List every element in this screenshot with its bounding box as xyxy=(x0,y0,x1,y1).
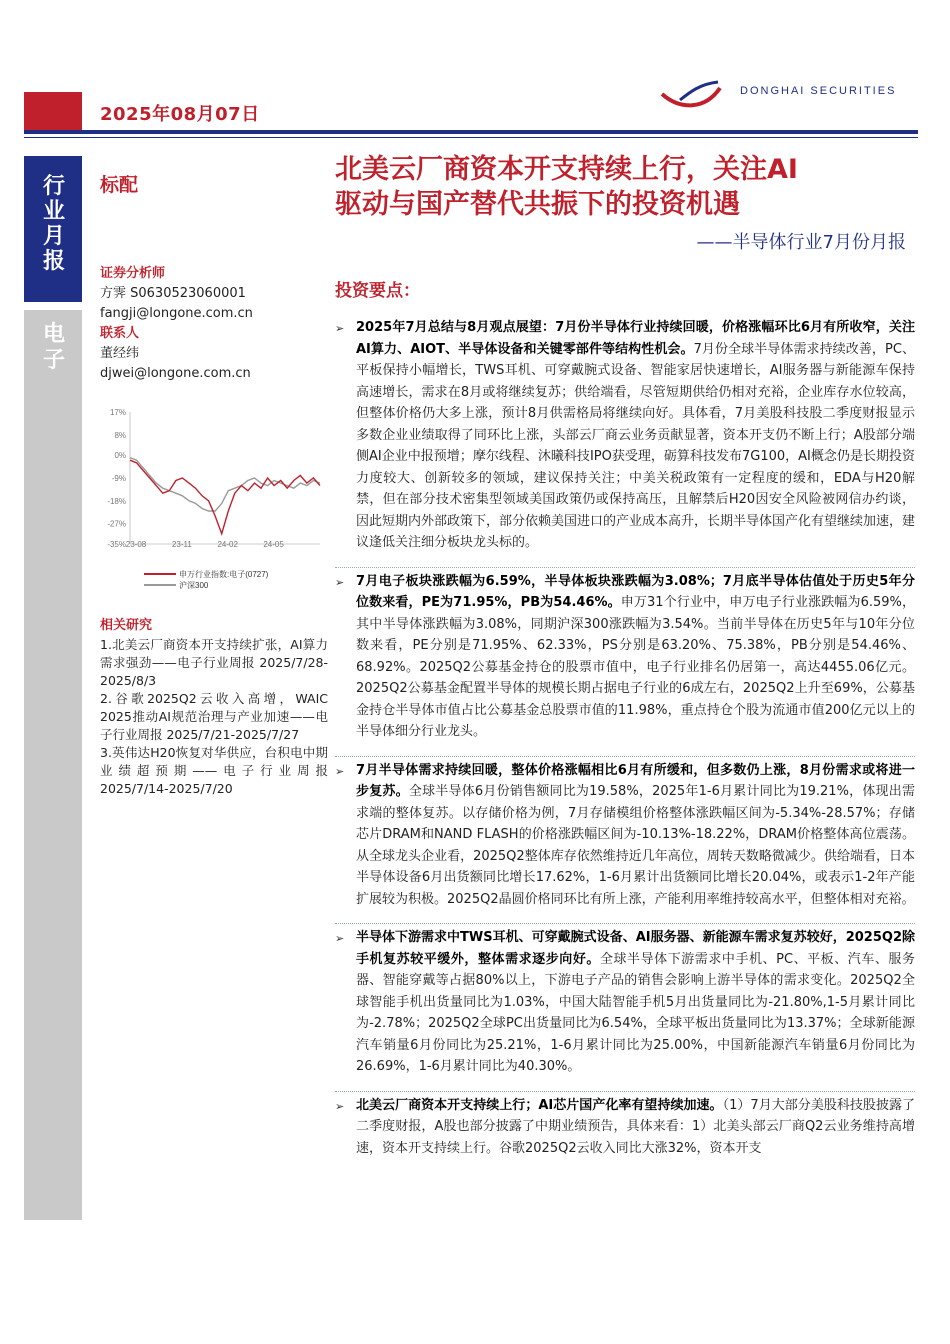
related-item[interactable]: 3.英伟达H20恢复对华供应，台积电中期业绩超预期——电子行业周报 2025/7/14-2025/7/20 xyxy=(100,745,328,796)
key-point-body: 全球半导体下游需求中手机、PC、平板、汽车、服务器、智能穿戴等占据80%以上，下游电子产品的销售会影响上游半导体的需求变化。2025Q2全球智能手机出货量同比为1.03%，中国大陆智能手机5月出货量同比为-21.80%,1-5月累计同比为-2.78%；2025Q2全球PC出货量同比为6.54%，全球平板出货量同比为13.37%；全球新能源汽车销量6月份同比为25.21%，1-6月累计同比为25.00%，中国新能源汽车销量6月份同比为26.69%，1-6月累计同比为40.30%。 xyxy=(356,951,915,1074)
related-item[interactable]: 1.北美云厂商资本开支持续扩张，AI算力需求强劲——电子行业周报 2025/7/28-2025/8/3 xyxy=(100,637,328,688)
key-point-body: 7月份全球半导体需求持续改善，PC、平板保持小幅增长，TWS耳机、可穿戴腕式设备、智能家居快速增长，AI服务器与新能源车保持高速增长，需求在8月或将继续复苏；供给端看，尽管短期供给仍相对充裕，企业库存水位较高，但整体价格仍大多上涨，预计8月供需格局将继续向好。具体看，7月美股科技股二季度财报显示多数企业业绩取得了同环比上涨，头部云厂商云业务贡献显著，资本开支仍不断上行；A股部分端侧AI企业中报预增；摩尔线程、沐曦科技IPO获受理，砺算科技发布7G100，AI概念仍是长期投资力度较大、创新较多的领域，建议保持关注；中美关税政策有一定程度的缓和，EDA与H20解禁，但在部分技术密集型领域美国政策仍或保持高压，且解禁后H20因安全风险被网信办约谈，因此短期内外部政策下，部分依赖美国进口的产业成本高升，长期半导体国产化有望继续加速，建议逢低关注细分板块龙头标的。 xyxy=(356,341,916,550)
sector-label: 电子 xyxy=(42,322,65,373)
analyst-name: 方霁 S0630523060001 xyxy=(100,286,246,301)
chart-legend-label: 沪深300 xyxy=(179,581,209,590)
key-point-body: 申万31个行业中，申万电子行业涨跌幅为6.59%，其中半导体涨跌幅为3.08%，同期沪深300涨跌幅为3.54%。当前半导体在历史5年与10年分位数来看，PE分别是71.95%、62.33%，PS分别是63.20%、75.38%，PB分别是54.46%、68.92%。2025Q2公募基金持仓的股票市值中，电子行业排名仍居第一，高达4455.06亿元。2025Q2公募基金配置半导体的规模长期占据电子行业的6成左右，2025Q2上升至69%，公募基金持仓半导体市值占比公募基金总股票市值的11.98%，重点持仓个股为流通市值200亿元以上的半导体细分行业龙头。 xyxy=(356,595,916,739)
index-chart xyxy=(100,402,328,598)
key-point-heading: 7月电子板块涨跌幅为6.59%，半导体板块涨跌幅为3.08%；7月底半导体估值处于历史5年分位数来看，PE为71.95%，PB为54.46%。 xyxy=(356,573,915,610)
sector-tab xyxy=(24,310,82,1220)
key-point-heading: 7月半导体需求持续回暖，整体价格涨幅相比6月有所缓和，但多数仍上涨，8月份需求或将进一步复苏。 xyxy=(356,762,915,799)
chart-legend-label: 申万行业指数:电子(0727) xyxy=(179,570,269,579)
chart-x-tick-label: 24-05 xyxy=(263,540,284,549)
arrow-icon: ➢ xyxy=(335,1099,345,1113)
related-label: 相关研究 xyxy=(100,618,153,633)
arrow-icon: ➢ xyxy=(335,932,345,945)
analyst-label: 证券分析师 xyxy=(100,266,166,281)
chart-y-tick-label: -18% xyxy=(107,496,126,506)
key-point xyxy=(335,923,915,1078)
key-point xyxy=(335,314,915,554)
chart-x-tick-label: 23-11 xyxy=(171,540,192,549)
chart-y-tick-label: -9% xyxy=(111,474,126,483)
header-rule-thin xyxy=(24,137,918,138)
chart-y-tick-label: 17% xyxy=(109,408,126,417)
key-point xyxy=(335,1091,915,1160)
key-point-body: 全球半导体6月份销售额同比为19.58%，2025年1-6月累计同比为19.21%，体现出需求端的整体复苏。以存储价格为例，7月存储模组价格整体涨跌幅区间为-5.34%-28.57%；存储芯片DRAM和NAND FLASH的价格涨跌幅区间为-10.13%-18.22%，DRAM价格整体高位震荡。从全球龙头企业看，2025Q2整体库存依然维持近几年高位，周转天数略微减少。供给端看，日本半导体设备6月出货额同比增长17.62%，1-6月累计出货额同比增长20.04%，或表示1-2年产能扩展较为积极。2025Q2晶圆价格同环比有所上涨，产能利用率维持较高水平，但整体相对充裕。 xyxy=(356,784,915,907)
key-point-heading: 北美云厂商资本开支持续上行；AI芯片国产化率有望持续加速。 xyxy=(356,1097,723,1113)
analyst-email[interactable]: fangji@longone.com.cn xyxy=(100,306,253,321)
contact-name: 董经纬 xyxy=(100,346,140,361)
chart-y-tick-label: -35% xyxy=(107,540,126,549)
report-date: 2025年08月07日 xyxy=(100,104,260,125)
report-subtitle: ——半导体行业7月份月报 xyxy=(696,232,906,253)
key-points-title: 投资要点： xyxy=(335,281,420,301)
arrow-icon: ➢ xyxy=(335,575,345,589)
arrow-icon: ➢ xyxy=(335,764,345,778)
report-type-label: 行业月报 xyxy=(42,174,65,274)
key-point xyxy=(335,567,915,743)
title-line-1: 北美云厂商资本开支持续上行，关注AI xyxy=(335,154,798,185)
related-item[interactable]: 2.谷歌2025Q2云收入高增，WAIC 2025推动AI规范治理与产业加速——电子行业周报 2025/7/21-2025/7/27 xyxy=(100,691,328,742)
key-point xyxy=(335,756,915,911)
chart-y-tick-label: 8% xyxy=(114,430,126,440)
company-logo xyxy=(660,80,920,108)
chart-y-tick-label: -27% xyxy=(107,519,126,529)
header-red-block xyxy=(24,92,82,130)
key-point-body: （1）7月大部分美股科技股披露了二季度财报，A股也部分披露了中期业绩预告，具体来看：1）北美头部云厂商Q2云业务维持高增速，资本开支持续上行。谷歌2025Q2云收入同比大涨32%，资本开支 xyxy=(356,1097,915,1156)
contact-label: 联系人 xyxy=(100,326,140,341)
chart-series-line xyxy=(130,458,320,511)
logo-text: DONGHAI SECURITIES xyxy=(740,85,897,97)
chart-x-tick-label: 23-08 xyxy=(125,540,147,549)
rating: 标配 xyxy=(100,174,139,196)
contact-email[interactable]: djwei@longone.com.cn xyxy=(100,366,251,381)
related-research xyxy=(100,616,328,798)
chart-y-tick-label: 0% xyxy=(114,451,126,461)
arrow-icon: ➢ xyxy=(335,322,345,335)
report-title xyxy=(335,152,915,222)
key-points-list xyxy=(335,314,915,1172)
header-rule xyxy=(24,130,918,134)
chart-x-tick-label: 24-02 xyxy=(217,540,238,549)
key-point-heading: 2025年7月总结与8月观点展望：7月份半导体行业持续回暖，价格涨幅环比6月有所收窄，关注AI算力、AIOT、半导体设备和关键零部件等结构性机会。 xyxy=(356,320,915,357)
report-type-tab xyxy=(24,156,82,302)
title-line-2: 驱动与国产替代共振下的投资机遇 xyxy=(335,189,740,220)
key-point-heading: 半导体下游需求中TWS耳机、可穿戴腕式设备、AI服务器、新能源车需求复苏较好，2025Q2除手机复苏较平缓外，整体需求逐步向好。 xyxy=(356,930,915,967)
analyst-info xyxy=(100,264,328,384)
